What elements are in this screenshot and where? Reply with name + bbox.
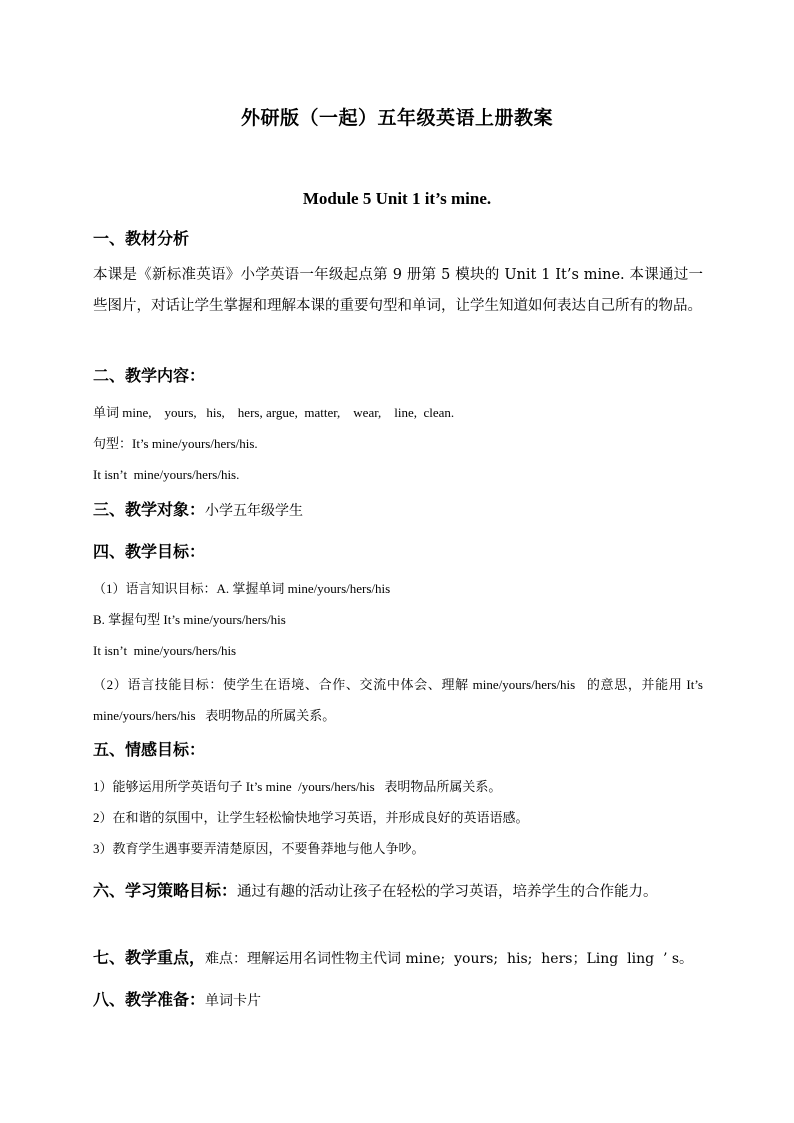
learning-strategy-paragraph: [93, 874, 703, 909]
emotional-goal-2: 2）在和谐的氛围中，让学生轻松愉快地学习英语，并形成良好的英语语感。: [93, 810, 529, 825]
section-heading-teaching-goals: 四、教学目标：: [93, 542, 206, 561]
knowledge-goal-line: （1）语言知识目标：A. 掌握单词 mine/yours/hers/his: [93, 581, 391, 596]
section-heading-teaching-content: 二、教学内容：: [93, 366, 206, 385]
sentence-pattern-negative-line: It isn’t mine/yours/hers/his.: [93, 467, 240, 482]
sentence-goal-negative-line: It isn’t mine/yours/hers/his: [93, 643, 237, 658]
key-points-text: 难点：理解运用名词性物主代词 mine; yours; his; hers；Ling ling ’ s。: [205, 951, 694, 967]
section-preparation: [93, 990, 261, 1011]
section-key-points: [93, 948, 693, 969]
skill-goal-paragraph: （2）语言技能目标：使学生在语境、合作、交流中体会、理解 mine/yours/hers/his 的意思，并能用 It’s mine/yours/hers/his 表明物品的所属关系。: [93, 677, 707, 723]
sentence-goal-line: B. 掌握句型 It’s mine/yours/hers/his: [93, 612, 286, 627]
section-heading-emotional-goals: 五、情感目标：: [93, 740, 206, 759]
section-heading-teaching-target: [93, 500, 303, 521]
lesson-subtitle: Module 5 Unit 1 it’s mine.: [302, 189, 492, 208]
preparation-label: 八、教学准备：: [93, 990, 206, 1009]
section-heading-textbook-analysis: 一、教材分析: [93, 229, 190, 248]
preparation-text: 单词卡片: [205, 993, 262, 1009]
document-title: 外研版（一起）五年级英语上册教案: [240, 107, 553, 129]
learning-strategy-label: 六、学习策略目标：: [93, 881, 238, 900]
teaching-target-value: 小学五年级学生: [205, 503, 304, 519]
emotional-goal-1: 1）能够运用所学英语句子 It’s mine /yours/hers/his 表明物品所属关系。: [93, 779, 502, 794]
key-points-label: 七、教学重点，: [93, 948, 206, 967]
vocabulary-line: 单词 mine, yours, his, hers, argue, matter, wear, line, clean.: [93, 405, 455, 420]
textbook-analysis-paragraph: 本课是《新标准英语》小学英语一年级起点第 9 册第 5 模块的 Unit 1 It’s mine. 本课通过一些图片，对话让学生掌握和理解本课的重要句型和单词，让学生知道如何表达自己所有的物品。: [93, 267, 703, 314]
learning-strategy-text: 通过有趣的活动让孩子在轻松的学习英语，培养学生的合作能力。: [237, 884, 658, 900]
sentence-pattern-line: 句型：It’s mine/yours/hers/his.: [93, 436, 258, 451]
emotional-goal-3: 3）教育学生遇事要弄清楚原因，不要鲁莽地与他人争吵。: [93, 841, 425, 856]
teaching-target-label: 三、教学对象：: [93, 500, 206, 519]
